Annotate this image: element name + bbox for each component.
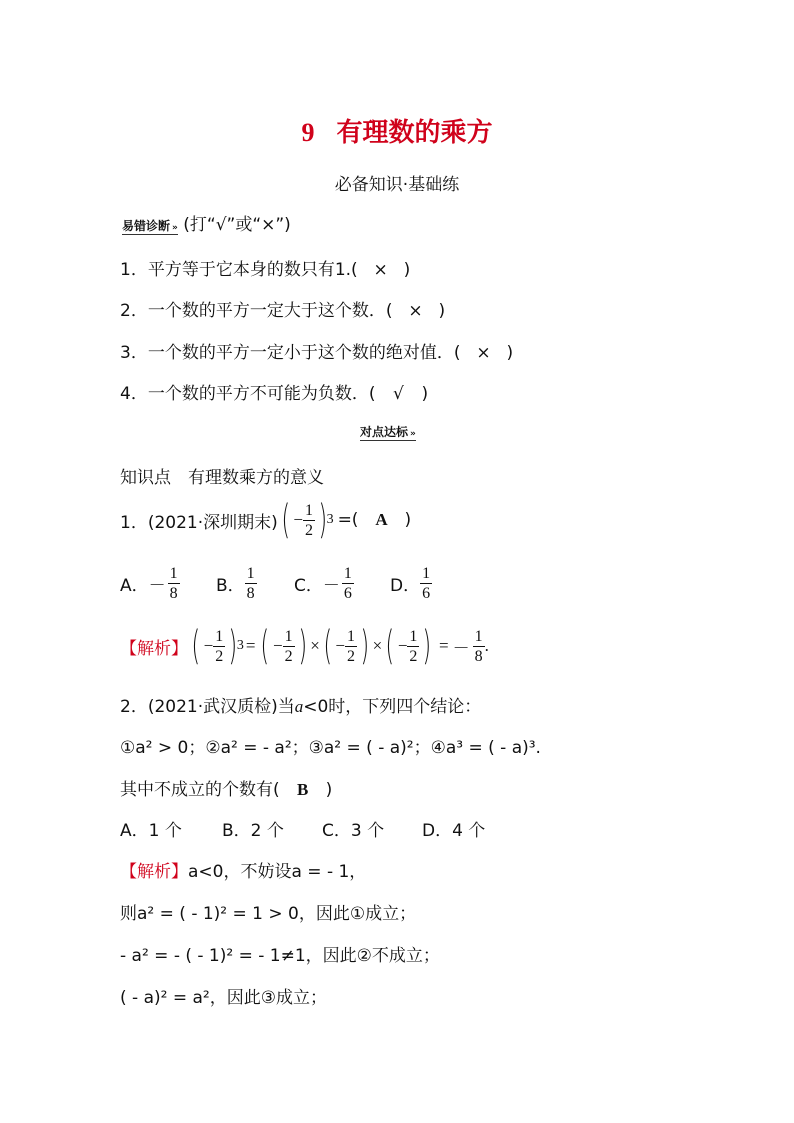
option-b: B． $\frac{1}{8}$ bbox=[216, 565, 255, 602]
option-d: D．4 个 bbox=[422, 821, 486, 841]
analysis-line: ( - a)² = a²，因此③成立； bbox=[120, 988, 327, 1008]
q1-answer: A bbox=[375, 510, 388, 529]
knowledge-point: 知识点 有理数乘方的意义 bbox=[120, 468, 324, 488]
diagnosis-item: 4．一个数的平方不可能为负数．( √ ) bbox=[120, 384, 429, 404]
analysis-label: 【解析】 bbox=[120, 638, 188, 659]
section-tag: 对点达标 » bbox=[360, 425, 416, 439]
analysis-line: - a² = - ( - 1)² = - 1≠1，因此②不成立； bbox=[120, 946, 440, 966]
diagnosis-answer: × bbox=[408, 301, 423, 321]
q2-question: 其中不成立的个数有( B ) bbox=[120, 780, 333, 800]
diagnosis-instruction: (打“√”或“×”) bbox=[183, 215, 291, 235]
diagnosis-answer: × bbox=[373, 260, 388, 280]
q1-options bbox=[120, 564, 468, 603]
q1-analysis: 【解析】 ( − $\frac{1}{2}$ ) 3 = ( − $\frac{1}{2}$ ) × ( − $\frac{1}{2}$ ) × ( − $\frac{1}{2}$ ) = － $\frac{1}{8}$ . bbox=[120, 623, 489, 669]
analysis-label: 【解析】 bbox=[120, 862, 188, 882]
diagnosis-item: 1．平方等于它本身的数只有1.( × ) bbox=[120, 260, 411, 280]
q1-prefix: 1．(2021·深圳期末) bbox=[120, 512, 278, 533]
title-number: 9 bbox=[301, 118, 315, 147]
diagnosis-answer: × bbox=[476, 343, 491, 363]
q2-answer: B bbox=[296, 780, 309, 799]
page-subtitle: 必备知识·基础练 bbox=[334, 175, 460, 195]
diagnosis-item: 2．一个数的平方一定大于这个数．( × ) bbox=[120, 301, 446, 321]
title-text: 有理数的乘方 bbox=[336, 118, 493, 148]
diagnosis-header bbox=[122, 210, 291, 235]
q2-statements: ①a² > 0；②a² = - a²；③a² = ( - a)²；④a³ = ( - a)³. bbox=[120, 738, 541, 758]
diagnosis-item: 3．一个数的平方一定小于这个数的绝对值．( × ) bbox=[120, 343, 514, 363]
question-1: 1．(2021·深圳期末) ( − $\frac{1}{2}$ ) 3 =( A ) bbox=[120, 497, 412, 543]
diagnosis-answer: √ bbox=[393, 384, 404, 404]
option-c: C． － $\frac{1}{6}$ bbox=[294, 565, 352, 602]
diagnosis-tag: 易错诊断 » bbox=[122, 219, 178, 233]
question-2: 2．(2021·武汉质检)当a<0时，下列四个结论： bbox=[120, 697, 482, 717]
q2-analysis: 【解析】a<0，不妨设a = - 1， bbox=[120, 862, 367, 882]
page-title bbox=[0, 112, 794, 149]
option-b: B．2 个 bbox=[222, 821, 284, 841]
q2-options bbox=[120, 816, 485, 841]
option-c: C．3 个 bbox=[322, 821, 385, 841]
option-a: A． － $\frac{1}{8}$ bbox=[120, 565, 178, 602]
option-d: D． $\frac{1}{6}$ bbox=[390, 565, 431, 602]
fraction: $\frac{1}{2}$ bbox=[304, 501, 313, 539]
analysis-line: 则a² = ( - 1)² = 1 > 0，因此①成立； bbox=[120, 904, 417, 924]
option-a: A．1 个 bbox=[120, 821, 182, 841]
